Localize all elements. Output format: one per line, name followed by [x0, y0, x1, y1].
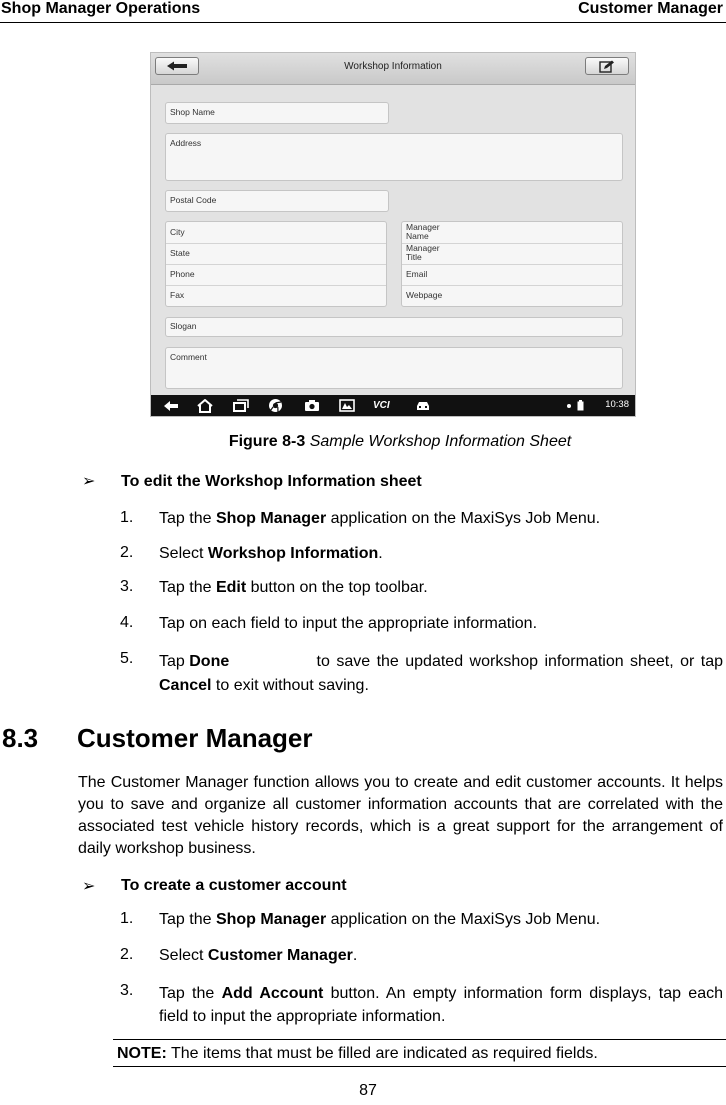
step-5-line-1 — [159, 650, 723, 674]
recent-apps-icon[interactable] — [233, 398, 249, 413]
webpage-label: Webpage — [406, 290, 443, 300]
step-number: 1. — [120, 509, 134, 526]
step-text: Select — [159, 545, 208, 562]
header-right: Customer Manager — [578, 0, 723, 17]
header-left: Shop Manager Operations — [1, 0, 201, 17]
page-header — [0, 0, 726, 23]
phone-label: Phone — [170, 269, 195, 279]
step-text: Select — [159, 947, 208, 964]
step-bold: Shop Manager — [215, 911, 327, 928]
step-number: 4. — [120, 614, 134, 631]
step-text: . — [352, 947, 358, 964]
step-text: application on the MaxiSys Job Menu. — [326, 911, 601, 928]
manager-name-label — [406, 223, 440, 241]
android-nav-bar — [151, 395, 635, 416]
step-text: Tap the — [159, 911, 216, 928]
edit-step-1 — [159, 509, 600, 528]
shop-name-label: Shop Name — [170, 107, 215, 117]
address-details-group — [165, 221, 387, 307]
step-text: button. An empty information form displays, tap each field to input the appropriate information. — [159, 985, 724, 1025]
edit-step-4: Tap on each field to input the appropriate information. — [159, 615, 538, 632]
step-bold: Shop Manager — [215, 510, 327, 527]
manager-title-label — [406, 244, 440, 262]
email-field[interactable] — [402, 264, 622, 286]
manager-name-label-line2: Name — [406, 231, 429, 241]
browser-icon[interactable] — [268, 398, 283, 413]
edit-step-2 — [159, 544, 383, 563]
step-text: to save the updated workshop information sheet, or tap — [310, 653, 723, 670]
shop-name-field[interactable] — [165, 102, 389, 124]
postal-code-label: Postal Code — [170, 195, 217, 205]
manager-title-label-line2: Title — [406, 252, 422, 262]
fax-field[interactable] — [166, 285, 386, 306]
manager-details-group — [401, 221, 623, 307]
step-number: 2. — [120, 544, 134, 561]
step-text: application on the MaxiSys Job Menu. — [326, 510, 601, 527]
step-text: Tap the — [159, 510, 216, 527]
step-text: Tap — [159, 653, 190, 670]
manager-title-label-line1: Manager — [406, 243, 440, 253]
figure-caption — [0, 433, 726, 451]
caption-text: Sample Workshop Information Sheet — [305, 433, 572, 450]
state-field[interactable] — [166, 243, 386, 265]
step-bold: Done — [189, 653, 230, 670]
step-5-part — [159, 650, 229, 674]
fax-label: Fax — [170, 290, 185, 300]
phone-field[interactable] — [166, 264, 386, 286]
note-content — [117, 1045, 598, 1063]
slogan-label: Slogan — [170, 321, 197, 331]
manager-name-field[interactable] — [402, 222, 622, 244]
edit-step-3 — [159, 578, 428, 597]
postal-code-field[interactable] — [165, 190, 389, 212]
image-icon[interactable] — [339, 398, 355, 413]
step-bold: Cancel — [159, 677, 212, 694]
note-text: The items that must be filled are indicated as required fields. — [166, 1045, 598, 1062]
camera-icon[interactable] — [304, 398, 320, 413]
email-label: Email — [406, 269, 428, 279]
home-icon[interactable] — [197, 398, 213, 413]
section-number: 8.3 — [2, 723, 39, 753]
toolbar — [151, 53, 635, 85]
step-number: 3. — [120, 578, 134, 595]
step-bold: Add Account — [221, 985, 324, 1002]
city-field[interactable] — [166, 222, 386, 244]
step-number: 5. — [120, 650, 134, 667]
step-text: to exit without saving. — [211, 677, 369, 694]
edit-heading: To edit the Workshop Information sheet — [121, 473, 422, 490]
create-step-3 — [159, 982, 723, 1028]
battery-icon — [577, 398, 584, 413]
manager-title-field[interactable] — [402, 243, 622, 265]
address-label: Address — [170, 138, 202, 148]
webpage-field[interactable] — [402, 285, 622, 306]
comment-field[interactable] — [165, 347, 623, 389]
step-text: Tap the — [159, 579, 216, 596]
step-bold: Edit — [215, 579, 247, 596]
step-number: 1. — [120, 910, 134, 927]
clock: 10:38 — [605, 399, 629, 410]
create-step-1 — [159, 910, 600, 929]
caption-label: Figure 8-3 — [228, 433, 306, 450]
step-text: Tap the — [159, 985, 222, 1002]
page-number: 87 — [359, 1082, 377, 1099]
step-bold: Customer Manager — [207, 947, 353, 964]
car-icon[interactable] — [415, 398, 431, 413]
create-step-2 — [159, 946, 357, 965]
bullet-arrow-icon: ➢ — [82, 878, 96, 895]
state-label: State — [170, 248, 190, 258]
note-label: NOTE: — [117, 1045, 167, 1062]
bullet-arrow-icon: ➢ — [82, 473, 96, 490]
step-text: . — [378, 545, 383, 562]
status-dot-icon — [567, 398, 571, 413]
step-text: button on the top toolbar. — [246, 579, 428, 596]
step-bold: Workshop Information — [207, 545, 379, 562]
vci-icon[interactable]: VCI — [373, 400, 390, 411]
city-label: City — [170, 227, 185, 237]
create-heading: To create a customer account — [121, 877, 347, 894]
toolbar-title: Workshop Information — [344, 61, 442, 72]
workshop-screenshot — [150, 52, 636, 417]
manager-name-label-line1: Manager — [406, 222, 440, 232]
address-field[interactable] — [165, 133, 623, 181]
slogan-field[interactable] — [165, 317, 623, 337]
edit-icon — [599, 60, 615, 73]
note-box — [113, 1039, 726, 1067]
intro-paragraph: The Customer Manager function allows you to create and edit customer accounts. It helps you to save and organize all customer information accounts that are correlated with the associated test vehicle history records, which is a great support for the arrangement of daily workshop business. — [78, 774, 723, 857]
edit-step-5 — [159, 650, 723, 698]
back-nav-icon[interactable] — [163, 398, 179, 413]
section-title: Customer Manager — [77, 723, 313, 753]
comment-label: Comment — [170, 352, 207, 362]
step-number: 2. — [120, 946, 134, 963]
edit-button[interactable] — [585, 57, 629, 75]
step-5-line-2 — [159, 674, 723, 698]
step-number: 3. — [120, 982, 134, 999]
